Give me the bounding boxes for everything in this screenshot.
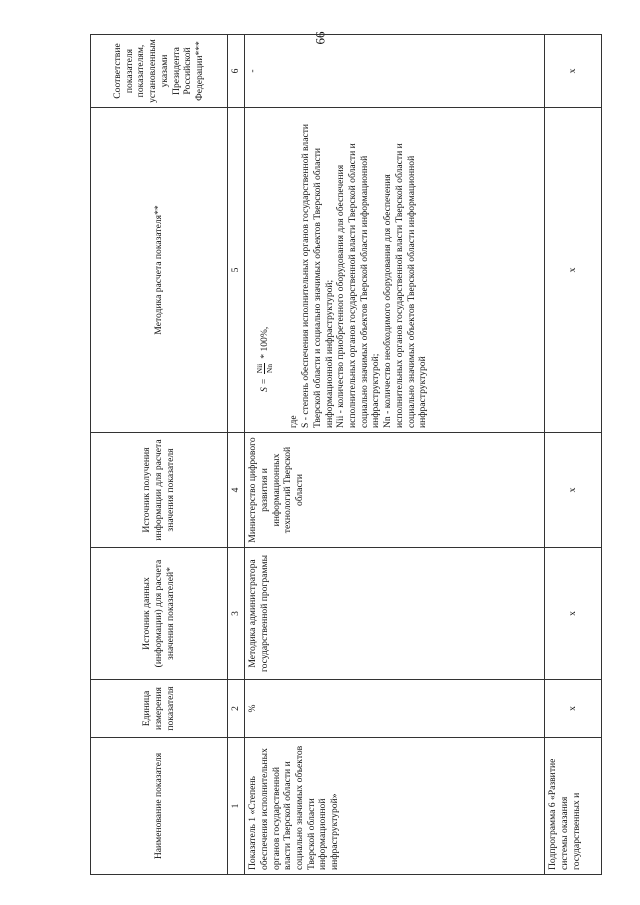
subprogram-unit: x (545, 680, 602, 738)
indicator-data-source: Методика администратора государственной программы (245, 548, 545, 680)
formula-fraction (255, 363, 274, 375)
subprogram-name: Подпрограмма 6 «Развитие системы оказания государственных и (545, 738, 602, 875)
subprogram-info-source: x (545, 433, 602, 548)
indicator-unit: % (245, 680, 545, 738)
formula-tail: * 100%, (258, 326, 270, 359)
header-row (91, 35, 228, 875)
page-number: 66 (312, 31, 327, 45)
subprogram-data-source: x (545, 548, 602, 680)
header-info-source: Источник получения информации для расчета значения показателя (91, 433, 228, 548)
header-name: Наименование показателя (91, 738, 228, 875)
method-text: где S - степень обеспечения исполнительных органов государственной власти Тверской области и социально значимых объектов Тверской области информационной инфраструктурой; Nii - количество приобретенного оборудования для обеспечения исполнительных органов государственной власти Тверской области и социально значимых объектов Тверской области информационной инфраструктурой; Nn - количество необходимого оборудования для обеспечения исполнительных органов государственной власти Тверской области и социально значимых объектов Тверской области информационной инфраструктурой (288, 123, 429, 428)
indicator-table-rotated (90, 35, 602, 875)
indicator-name: Показатель 1 «Степень обеспечения исполнительных органов государственной власти Тверской области и социально значимых объектов Тверской области информационной инфраструктурой» (245, 738, 545, 875)
table-row (245, 35, 545, 875)
formula-denominator: Nn (265, 363, 275, 374)
col-number: 1 (227, 738, 244, 875)
formula-numerator: Nii (255, 363, 265, 374)
table-row (545, 35, 602, 875)
header-compliance: Соответствие показателя показателям, установленным указами Президента Российской Федерации*** (91, 35, 228, 108)
col-number: 3 (227, 548, 244, 680)
col-number: 6 (227, 35, 244, 108)
formula (255, 327, 274, 392)
col-number: 4 (227, 433, 244, 548)
subprogram-compliance: x (545, 35, 602, 108)
indicator-info-source: Министерство цифрового развития и информационных технологий Тверской области (245, 433, 545, 548)
formula-lhs: S = (258, 378, 270, 392)
header-method: Методика расчета показателя** (91, 108, 228, 433)
col-number: 5 (227, 108, 244, 433)
header-unit: Единица измерения показателя (91, 680, 228, 738)
subprogram-method: x (545, 108, 602, 433)
indicator-compliance: - (245, 35, 545, 108)
column-number-row (227, 35, 244, 875)
indicator-table (90, 34, 602, 875)
header-data-source: Источник данных (информации) для расчета значения показателей* (91, 548, 228, 680)
col-number: 2 (227, 680, 244, 738)
indicator-method (245, 108, 545, 433)
